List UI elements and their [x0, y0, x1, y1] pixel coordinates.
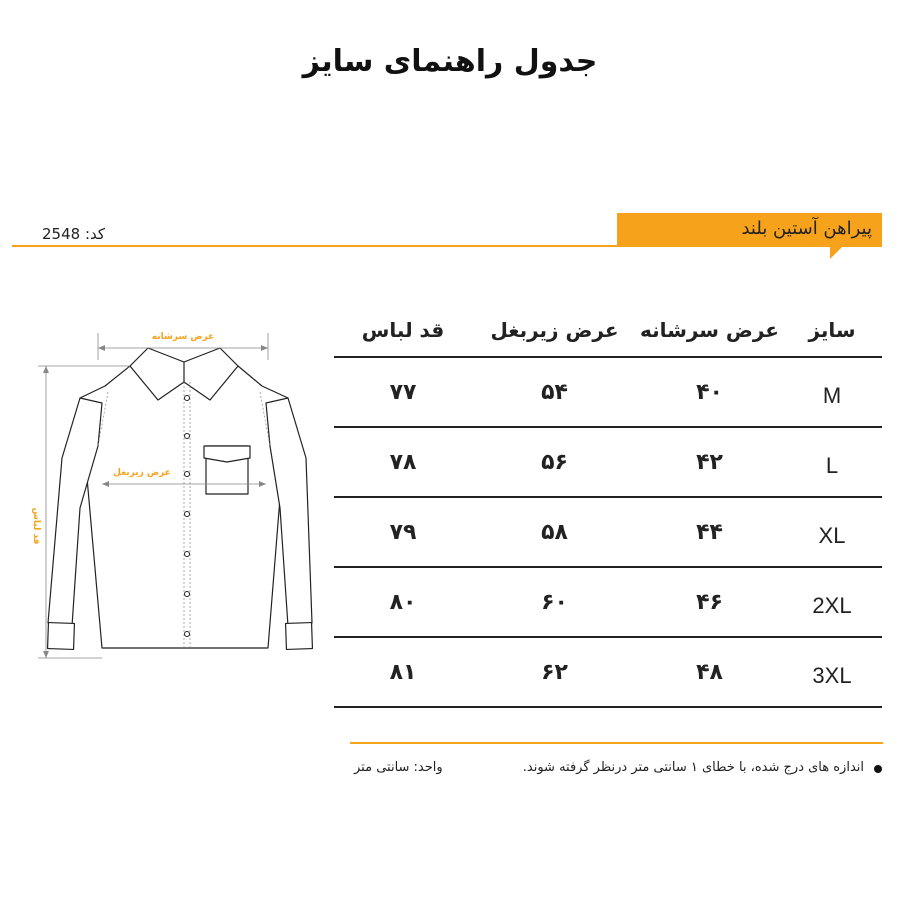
size-cell: L	[825, 453, 839, 478]
product-name: پیراهن آستین بلند	[741, 218, 872, 239]
chest-dimension-label: عرض زیربغل	[113, 468, 171, 478]
footer-divider	[350, 742, 883, 744]
size-cell: XL	[818, 523, 846, 548]
chest-cell: ۶۰	[541, 589, 568, 615]
header-size: سایز	[808, 318, 856, 342]
size-table	[334, 300, 882, 708]
length-cell: ۸۱	[389, 659, 417, 685]
shirt-diagram	[10, 318, 330, 668]
chest-cell: ۵۸	[541, 519, 568, 545]
shoulder-cell: ۴۸	[696, 659, 723, 685]
shoulder-cell: ۴۰	[696, 379, 723, 405]
banner-divider	[12, 245, 632, 247]
banner-tail	[830, 247, 842, 259]
chest-cell: ۶۲	[541, 659, 568, 685]
length-cell: ۷۷	[389, 379, 417, 405]
chest-cell: ۵۶	[541, 449, 568, 475]
shirt-illustration	[10, 318, 330, 668]
table-row	[334, 498, 882, 568]
page-title: جدول راهنمای سایز	[302, 44, 598, 79]
unit-note: واحد: سانتی متر	[354, 760, 443, 775]
header-length: قد لباس	[361, 318, 445, 342]
size-cell: 2XL	[812, 593, 852, 618]
shoulder-cell: ۴۴	[696, 519, 723, 545]
length-cell: ۸۰	[389, 589, 417, 615]
size-cell: 3XL	[812, 663, 852, 688]
header-chest-width: عرض زیربغل	[490, 318, 619, 342]
table-row	[334, 568, 882, 638]
length-dimension-label: قد لباس	[31, 507, 41, 545]
size-cell: M	[822, 383, 842, 408]
table-row	[334, 638, 882, 708]
shoulder-dimension-label: عرض سرشانه	[151, 332, 215, 342]
chest-cell: ۵۴	[541, 379, 568, 405]
product-name-banner	[617, 213, 882, 247]
length-cell: ۷۹	[389, 519, 417, 545]
header-shoulder-width: عرض سرشانه	[640, 318, 779, 342]
tolerance-note: اندازه های درج شده، با خطای ۱ سانتی متر درنظر گرفته شوند.	[522, 760, 864, 775]
product-code: کد: 2548	[42, 225, 106, 243]
shoulder-cell: ۴۲	[696, 449, 723, 475]
table-row	[334, 358, 882, 428]
length-cell: ۷۸	[389, 449, 417, 475]
table-row	[334, 428, 882, 498]
table-header	[334, 300, 882, 358]
bullet-icon	[874, 765, 882, 773]
shoulder-cell: ۴۶	[696, 589, 723, 615]
